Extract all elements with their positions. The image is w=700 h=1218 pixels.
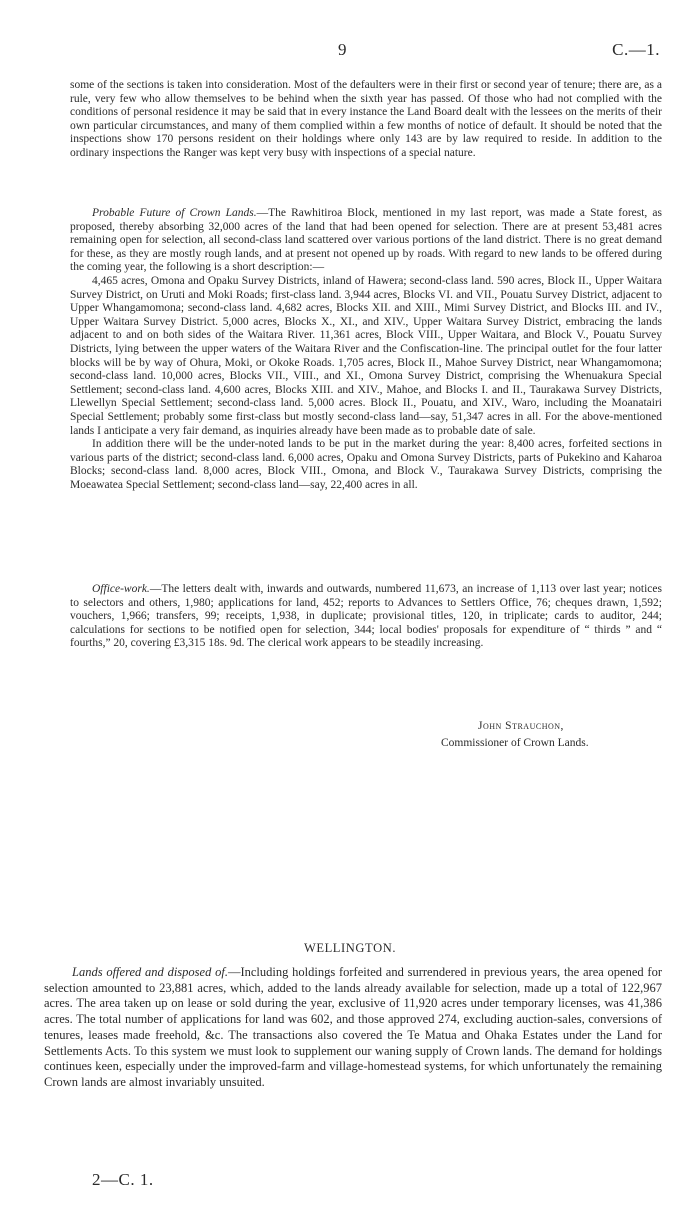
office-work-heading: Office-work.	[92, 583, 150, 595]
signatory-title: Commissioner of Crown Lands.	[441, 737, 589, 749]
wellington-heading: WELLINGTON.	[303, 941, 397, 955]
future-crown-lands-paragraph	[70, 207, 662, 275]
defaulters-paragraph-block	[70, 79, 662, 161]
lands-offered-heading: Lands offered and disposed of.	[72, 965, 228, 979]
signatory-name: John Strauchon,	[478, 720, 564, 732]
sheet-reference: 2—C. 1.	[92, 1170, 154, 1189]
lands-offered-paragraph	[44, 965, 662, 1091]
defaulters-paragraph: some of the sections is taken into consideration. Most of the defaulters were in their first or second year of tenure; there are, as a rule, very few who allow themselves to be behind when the sixth year has passed. Of those who had not complied with the conditions of personal residence it may be said that in every instance the Land Board dealt with the lessees on the merits of their own particular circumstances, and many of them complied within a few months of notice of default. It should be noted that the inspections show 170 persons resident on their holdings where only 143 are by law required to reside. In addition to the ordinary inspections the Ranger was kept very busy with inspections of a special nature.	[70, 79, 662, 159]
document-reference: C.—1.	[612, 40, 660, 59]
future-crown-lands-section	[70, 207, 662, 492]
future-crown-lands-heading: Probable Future of Crown Lands.	[92, 207, 257, 219]
wellington-section	[44, 965, 662, 1091]
new-lands-list-paragraph: 4,465 acres, Omona and Opaku Survey Districts, inland of Hawera; second-class land. 590 acres, Block II., Upper Waitara Survey District, on Uruti and Moki Roads; first-class land. 3,944 acres, Blocks VI. and VII., Pouatu Survey District, adjacent to Upper Whangamomona; second-class land. 4,682 acres, Blocks XII. and XIII., Mimi Survey District, and Blocks III. and IV., Upper Waitara Survey District. 5,000 acres, Blocks X., XI., and XIV., Upper Waitara Survey District, embracing the lands adjacent to and on both sides of the Waitara River. 11,361 acres, Block VIII., Upper Waitara, and Block V., Pouatu Survey Districts, lying between the upper waters of the Waitara River and the Confiscation-line. The principal outlet for the four latter blocks will be by way of Ohura, Moki, or Okoke Roads. 1,705 acres, Block II., Mahoe Survey District, near Whangamomona; second-class land. 10,000 acres, Blocks VII., VIII., and XI., Omona Survey District, comprising the Whenuakura Special Settlement; second-class land. 4,600 acres, Blocks XIII. and XIV., Mahoe, and Blocks I. and II., Taurakawa Survey Districts, Llewellyn Special Settlement; second-class land. 5,000 acres. Block II., Pouatu, and XIV., Waro, including the Moanatairi Special Settlement; probably some first-class but mostly second-class land—say, 51,347 acres in all. For the above-mentioned lands I anticipate a very fair demand, as inquiries already have been made as to probable date of sale.	[70, 274, 662, 437]
page-number: 9	[338, 40, 347, 59]
lands-offered-text: —Including holdings forfeited and surrendered in previous years, the area opened for selection amounted to 23,881 acres, which, added to the lands already available for selection, made up a total of 122,967 acres. The area taken up on lease or sold during the year, exclusive of 11,920 acres under temporary licenses, was 41,386 acres. The total number of applications for land was 602, and those approved 274, excluding auction-sales, conversions of tenures, leases made freehold, &c. The transactions also covered the Te Matua and Ohaka Estates under the Land for Settlements Acts. To this system we must look to supplement our waning supply of Crown lands. The demand for holdings continues keen, especially under the improved-farm and village-homestead systems, for which unfortunately the remaining Crown lands are almost invariably unsuited.	[44, 965, 663, 1089]
office-work-paragraph	[70, 583, 662, 651]
under-noted-lands-paragraph: In addition there will be the under-noted lands to be put in the market during the year: 8,400 acres, forfeited sections in various parts of the district; second-class land. 6,000 acres, Opaku and Omona Survey Districts, parts of Pukekino and Kaharoa Blocks; second-class land. 8,000 acres, Block VIII., Omona, and Block V., Taurakawa Survey Districts, comprising the Moeawatea Special Settlement; second-class land—say, 22,400 acres in all.	[70, 438, 662, 491]
office-work-section	[70, 583, 662, 651]
office-work-text: —The letters dealt with, inwards and outwards, numbered 11,673, an increase of 1,113 over last year; notices to selectors and others, 1,980; applications for land, 452; reports to Advances to Settlers Office, 76; cheques drawn, 1,592; vouchers, 1,966; transfers, 99; receipts, 1,938, in duplicate; provisional titles, 120, in triplicate; cards to auditor, 244; calculations for sections to be notified open for selection, 344; local bodies' proposals for expenditure of “ thirds ” and “ fourths,” 20, covering £3,315 18s. 9d. The clerical work appears to be steadily increasing.	[70, 583, 662, 650]
future-crown-lands-text: —The Rawhitiroa Block, mentioned in my last report, was made a State forest, as proposed, thereby absorbing 32,000 acres of the land that had been opened for selection. There are at present 53,481 acres remaining open for selection, all second-class land scattered over various portions of the land district. There is no great demand for these, as they are mostly rough lands, and at present not opened up by roads. With regard to new lands to be offered during the coming year, the following is a short description:—	[70, 207, 663, 274]
